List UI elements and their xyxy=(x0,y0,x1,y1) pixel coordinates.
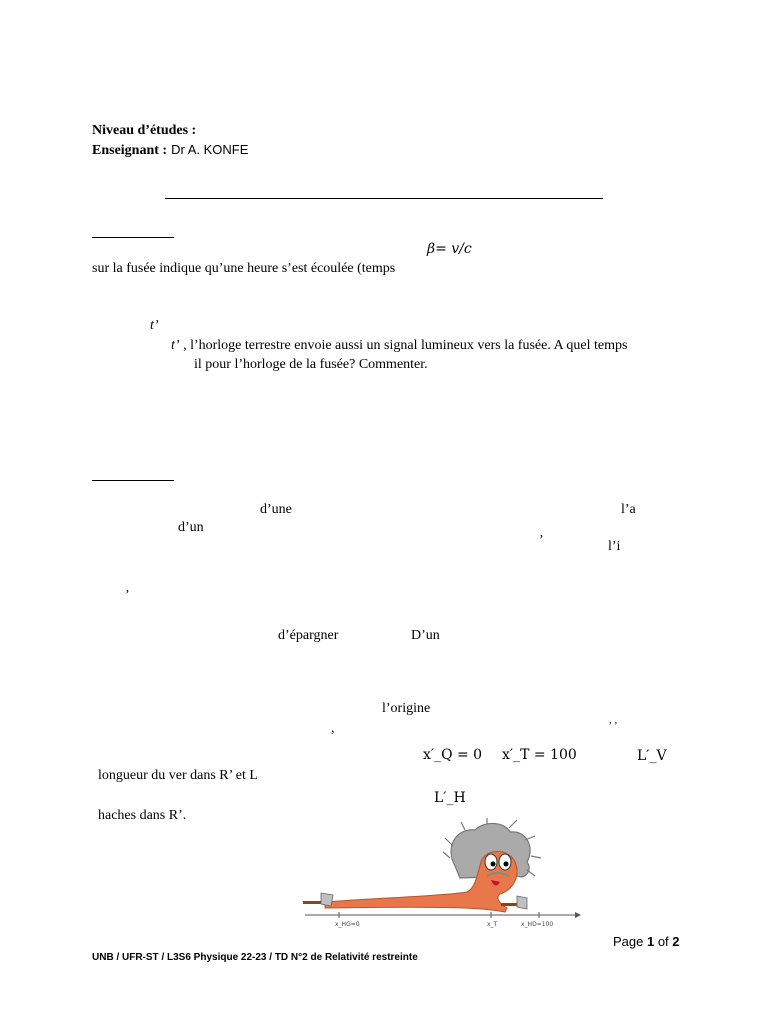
t-prime-1: t’ xyxy=(150,318,159,333)
exercise1-heading-rule xyxy=(92,237,174,238)
exercise1-line3: il pour l’horloge de la fusée? Commenter. xyxy=(194,357,428,372)
level-label: Niveau d’études : xyxy=(92,123,197,138)
x-axis-arrow-icon xyxy=(575,912,581,918)
lv-symbol: L′_V xyxy=(637,748,667,764)
frag-dune: d’une xyxy=(260,502,292,517)
xq-equation xyxy=(423,747,482,763)
frag-comma3: , xyxy=(331,721,335,736)
page-number xyxy=(613,934,680,949)
exercise2-heading-rule xyxy=(92,480,174,481)
frag-depargner: d’épargner xyxy=(278,628,339,643)
page-prefix: Page xyxy=(613,934,647,949)
xt-equation xyxy=(502,747,577,763)
exercise1-line2-text: , l’horloge terrestre envoie aussi un signal lumineux vers la fusée. A quel temps xyxy=(179,338,628,353)
teacher-label: Enseignant : xyxy=(92,143,168,158)
frag-Dun: D’un xyxy=(411,628,440,643)
frag-la: l’a xyxy=(621,502,636,517)
worm-figure xyxy=(295,818,585,930)
exercise1-line2 xyxy=(171,338,627,354)
page-of: of xyxy=(654,934,673,949)
beta-formula: β= v/c xyxy=(427,241,472,257)
axis-label-left: x_HG=0 xyxy=(335,921,360,928)
frag-commas: , , xyxy=(609,714,618,726)
frag-comma1: ’ xyxy=(539,533,544,548)
xt-text: x′_T = 100 xyxy=(502,747,577,763)
t-prime-2: t’ xyxy=(171,338,180,353)
page-total: 2 xyxy=(672,934,680,949)
exercise1-line1: sur la fusée indique qu’une heure s’est écoulée (temps xyxy=(92,261,396,276)
teacher-name: Dr A. KONFE xyxy=(171,142,249,157)
line-haches: haches dans R’. xyxy=(98,808,187,823)
footer-text: UNB / UFR-ST / L3S6 Physique 22-23 / TD N°2 de Relativité restreinte xyxy=(92,952,418,963)
teacher-line xyxy=(92,141,248,159)
xq-text: x′_Q = 0 xyxy=(423,747,483,763)
page-current: 1 xyxy=(646,934,655,949)
axis-label-right: x_HD=100 xyxy=(521,921,554,928)
title-underline xyxy=(165,198,603,199)
frag-comma2: ’ xyxy=(125,588,130,603)
lh-symbol: L′_H xyxy=(434,790,466,806)
axis-label-mid: x_T xyxy=(487,921,498,928)
left-eye-icon xyxy=(485,854,497,870)
left-hatchet-icon xyxy=(303,893,333,906)
line-longueur: longueur du ver dans R’ et L xyxy=(98,768,258,783)
frag-dun: d’un xyxy=(178,520,204,535)
frag-origine: l’origine xyxy=(382,701,431,716)
frag-li: l’i xyxy=(608,539,621,554)
